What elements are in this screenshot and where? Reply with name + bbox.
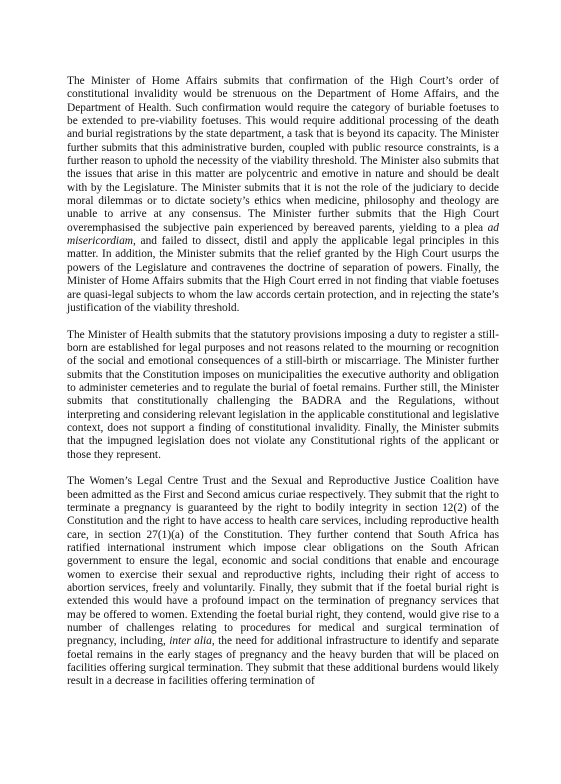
text-run: The Minister of Health submits that the statutory provisions imposing a duty to register a still-born are established for legal purposes and not reasons related to the mourning or recognition of the social and emotional consequences of a still-birth or miscarriage. The Minister further submits that the Constitution imposes on municipalities the executive authority and obligation to administer cemeteries and to regulate the burial of foetal remains. Further still, the Minister submits that constitutionally challenging the BADRA and the Regulations, without interpreting and considering relevant legislation in the applicable constitutional and legislative context, does not support a finding of constitutional invalidity. Finally, the Minister submits that the impugned legislation does not violate any Constitutional rights of the applicant or those they represent. bbox=[67, 328, 499, 461]
text-run: , and failed to dissect, distil and apply the applicable legal principles in this matter. In addition, the Minister submits that the relief granted by the High Court usurps the powers of the Legislature and contravenes the doctrine of separation of powers. Finally, the Minister of Home Affairs submits that the High Court erred in not finding that viable foetuses are quasi-legal subjects to whom the law accords certain protection, and in rejecting the state’s justification of the viability threshold. bbox=[67, 235, 499, 314]
text-run: The Women’s Legal Centre Trust and the Sexual and Reproductive Justice Coalition have been admitted as the First and Second amicus curiae respectively. They submit that the right to terminate a pregnancy is guaranteed by the right to bodily integrity in section 12(2) of the Constitution and the right to have access to health care services, including reproductive health care, in section 27(1)(a) of the Constitution. They further contend that South Africa has ratified international instrument which impose clear obligations on the South African government to ensure the legal, economic and social conditions that enable and encourage women to exercise their sexual and reproductive rights, including their right of access to abortion services, freely and voluntarily. Finally, they submit that if the foetal burial right is extended this would have a profound impact on the termination of pregnancy services that may be offered to women. Extending the foetal burial right, they contend, would give rise to a number of challenges relating to procedures for medical and surgical termination of pregnancy, including, bbox=[67, 475, 499, 648]
text-run: The Minister of Home Affairs submits that confirmation of the High Court’s order of constitutional invalidity would be strenuous on the Department of Home Affairs, and the Department of Health. Such confirmation would require the category of buriable foetuses to be extended to pre-viability foetuses. This would require additional processing of the death and burial registrations by the state department, a task that is beyond its capacity. The Minister further submits that this administrative burden, coupled with public resource constraints, is a further reason to uphold the necessity of the viability threshold. The Minister also submits that the issues that arise in this matter are polycentric and emotive in nature and should be dealt with by the Legislature. The Minister submits that it is not the role of the judiciary to decide moral dilemmas or to dictate society’s ethics when medicine, philosophy and theology are unable to arrive at any consensus. The Minister further submits that the High Court overemphasised the subjective pain experienced by bereaved parents, yielding to a plea bbox=[67, 75, 499, 234]
paragraph-health-submissions bbox=[67, 329, 499, 462]
text-run: , the need for additional infrastructure to identify and separate foetal remains in the early stages of pregnancy and the heavy burden that will be placed on facilities offering surgical termination. They submit that these additional burdens would likely result in a decrease in facilities offering termination of bbox=[67, 635, 499, 688]
latin-phrase: ad misericordiam bbox=[67, 221, 499, 248]
paragraph-amicus-submissions bbox=[67, 475, 499, 689]
document-body bbox=[67, 75, 499, 689]
paragraph-home-affairs-submissions bbox=[67, 75, 499, 315]
latin-phrase: inter alia bbox=[169, 635, 212, 648]
